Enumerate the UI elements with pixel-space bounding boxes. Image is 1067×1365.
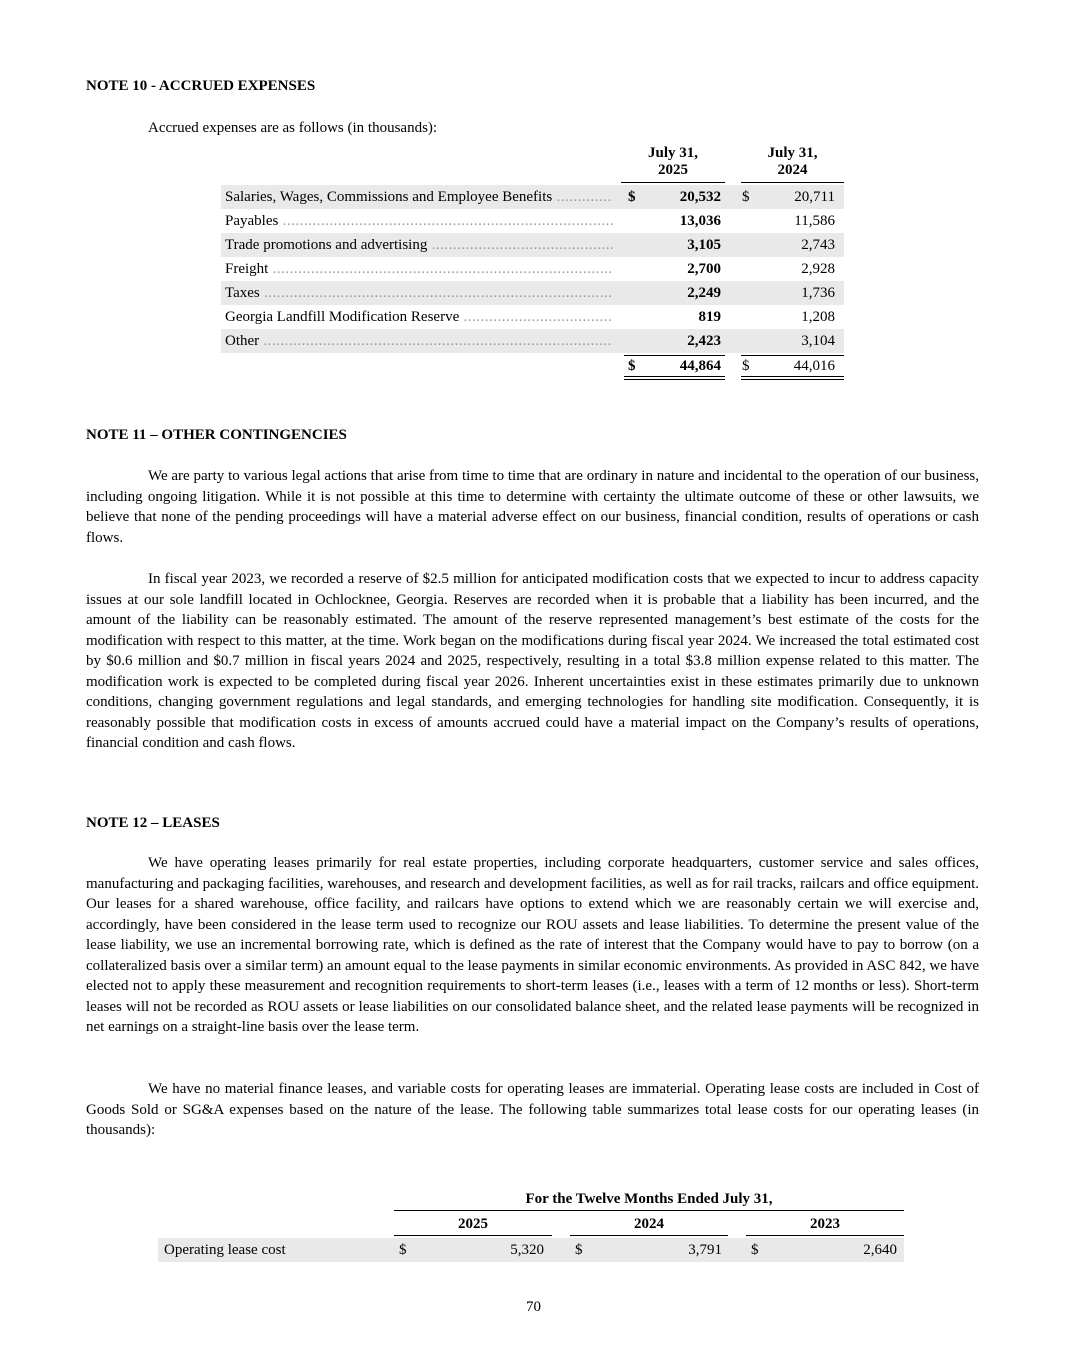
col-header-2024: July 31, 2024 [741,145,844,183]
year-header-2025: 2025 [394,1213,552,1236]
row-label: Operating lease cost [164,1242,286,1258]
table-row [221,257,844,281]
row-label: Other ..... [225,329,613,353]
total-row [221,354,844,378]
total-2025: 44,864 [679,358,721,374]
value-2025: 2,423 [687,333,721,349]
note11-paragraph-1: We are party to various legal actions that arise from time to time that are ordinary in nature and incidental to the operation of our business, including ongoing litigation. While it is not possible at this time to determine with certainty the ultimate outcome of these or other lawsuits, we believe that none of the pending proceedings will have a material adverse effect on our business, financial condition, results of operations or cash flows. [86,468,979,546]
currency-symbol: $ [575,1242,583,1258]
row-label: Taxes ..... [225,281,613,305]
value-2025: 2,249 [687,285,721,301]
table-row [221,185,844,209]
value-2024: 20,711 [794,189,835,205]
currency-symbol: $ [742,189,750,205]
currency-symbol: $ [399,1242,407,1258]
note12-paragraph-2: We have no material finance leases, and variable costs for operating leases are immaterial. Operating lease costs are included in Cost of Goods Sold or SG&A expenses based on the nature of the lease. The following table summarizes total lease costs for our operating leases (in thousands): [86,1081,979,1138]
value-2023: 2,640 [863,1242,897,1258]
table-row [221,209,844,233]
table-row [221,305,844,329]
value-2025: 819 [698,309,721,325]
row-label: Freight ..... [225,257,613,281]
row-label: Trade promotions and advertising ..... [225,233,613,257]
value-2024: 3,791 [688,1242,722,1258]
value-2024: 1,208 [801,309,835,325]
value-2025: 2,700 [687,261,721,277]
col-header-2025: July 31, 2025 [621,145,725,183]
value-2024: 1,736 [801,285,835,301]
year-header-2024: 2024 [570,1213,728,1236]
note10-intro: Accrued expenses are as follows (in thousands): [148,120,438,136]
value-2024: 3,104 [801,333,835,349]
row-label: Payables ..... [225,209,613,233]
value-2025: 13,036 [679,213,721,229]
value-2025: 3,105 [687,237,721,253]
note11-paragraph-2: In fiscal year 2023, we recorded a reserve of $2.5 million for anticipated modification costs that we expected to incur to address capacity issues at our sole landfill located in Ochlocknee, Georgia. Reserves are recorded when it is probable that a liability has been incurred, and the amount of the liability can be reasonably estimated. The amount of the reserve represented management’s best estimate of the costs for the modification with respect to this matter, at the time. Work began on the modifications during fiscal year 2024. We increased the total estimated cost by $0.6 million and $0.7 million in fiscal years 2024 and 2025, respectively, resulting in a total $3.8 million expense related to this matter. The modification work is expected to be completed during fiscal year 2026. Inherent uncertainties exist in these estimates primarily due to unknown conditions, changing government regulations and legal standards, and emerging technologies for handling site modification. Consequently, it is reasonably possible that modification costs in excess of amounts accrued could have a material impact on the Company’s results of operations, financial condition and cash flows. [86,571,979,751]
table-row [221,233,844,257]
year-header-2023: 2023 [746,1213,904,1236]
table-row [221,329,844,353]
note12-paragraph-1: We have operating leases primarily for real estate properties, including corporate headquarters, customer service and sales offices, manufacturing and packaging facilities, warehouses, and research and development facilities, as well as for rail tracks, railcars and office equipment. Our leases for a shared warehouse, office facility, and railcars have options to extend which we are reasonably certain we will exercise and, accordingly, have been considered in the lease term used to recognize our ROU assets and lease liabilities. To determine the present value of the lease liability, we use an incremental borrowing rate, which is defined as the rate of interest that the Company would have to pay to borrow (on a collateralized basis over a similar term) an amount equal to the lease payments in similar economic environments. As provided in ASC 842, we have elected not to apply these measurement and recognition requirements to short-term leases (i.e., leases with a term of 12 months or less). Short-term leases will not be recorded as ROU assets or lease liabilities on our consolidated balance sheet, and the related lease payments will be recognized in net earnings on a straight-line basis over the lease term. [86,855,979,1035]
note10-heading: NOTE 10 - ACCRUED EXPENSES [86,78,316,94]
note12-heading: NOTE 12 – LEASES [86,815,220,831]
value-2025: 5,320 [510,1242,544,1258]
page-number: 70 [526,1299,541,1315]
row-label: Georgia Landfill Modification Reserve ..... [225,305,613,329]
currency-symbol: $ [751,1242,759,1258]
value-2025: 20,532 [679,189,721,205]
table-row [221,281,844,305]
period-header: For the Twelve Months Ended July 31, [394,1188,904,1211]
currency-symbol: $ [628,358,636,374]
currency-symbol: $ [628,189,636,205]
total-2024: 44,016 [793,358,835,374]
row-label: Salaries, Wages, Commissions and Employee Benefits ..... [225,185,613,209]
table-row [158,1238,904,1262]
value-2024: 11,586 [794,213,835,229]
value-2024: 2,928 [801,261,835,277]
value-2024: 2,743 [801,237,835,253]
currency-symbol: $ [742,358,750,374]
note11-heading: NOTE 11 – OTHER CONTINGENCIES [86,427,347,443]
